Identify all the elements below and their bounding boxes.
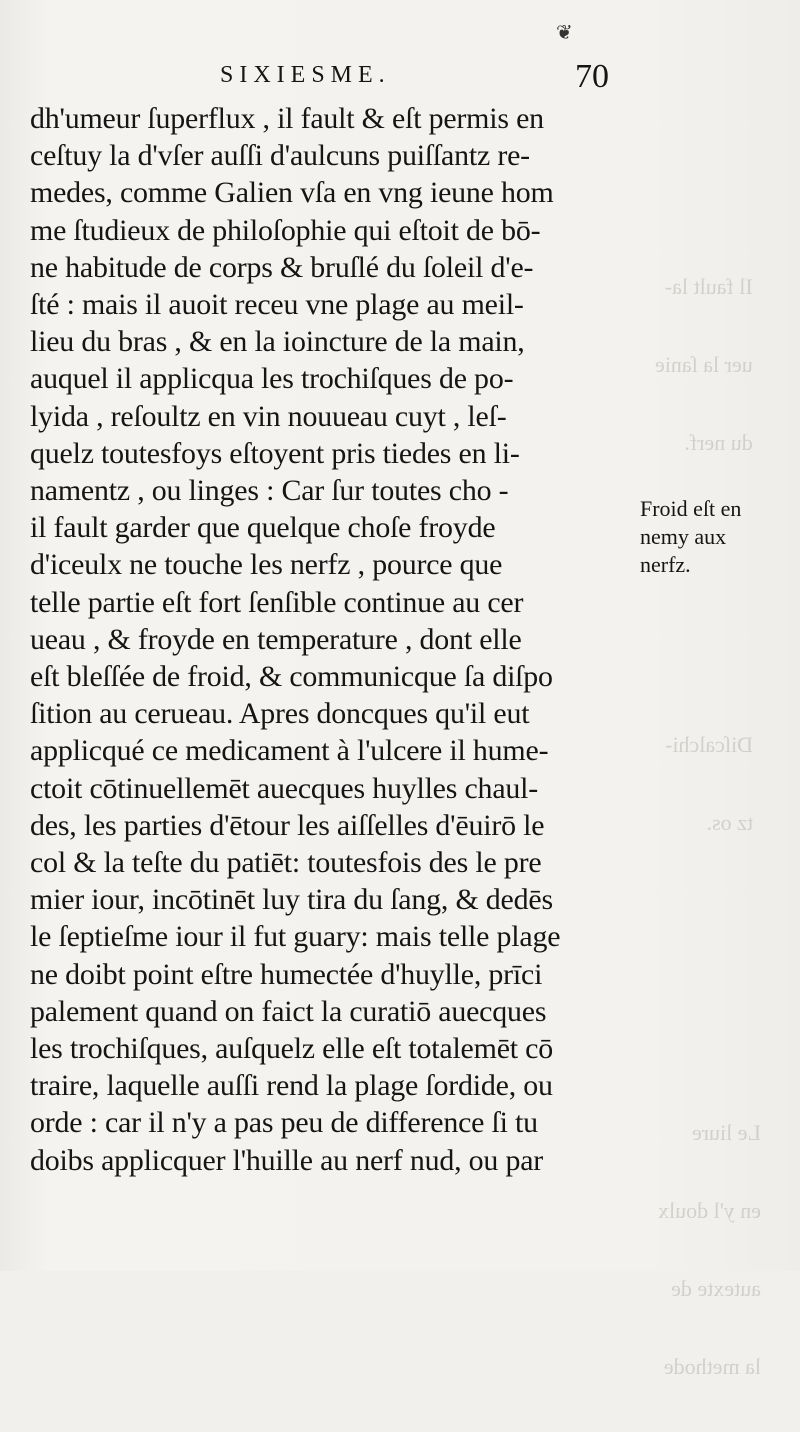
- bleed-line: du nerf.: [684, 430, 753, 455]
- marginal-note: [640, 495, 741, 579]
- text-line: dh'umeur ſuperflux , il fault & eſt permis en: [30, 102, 544, 135]
- text-line: me ſtudieux de philoſophie qui eſtoit de bō-: [30, 213, 541, 247]
- page-number: 70: [575, 58, 609, 95]
- bleed-line: uer la ſanie: [655, 352, 753, 377]
- text-line: traire, laquelle auſſi rend la plage ſordide, ou: [30, 1069, 553, 1103]
- margin-note-line: nemy aux: [640, 524, 727, 549]
- text-line: ctoit cōtinuellemēt auecques huylles chaul-: [30, 771, 539, 805]
- text-line: mier iour, incōtinēt luy tira du ſang, & dedēs: [30, 883, 553, 917]
- bleed-line: Le liure: [691, 1120, 761, 1145]
- bleed-line: autexte de: [671, 1276, 761, 1301]
- text-line: col & la teſte du patiēt: toutesfois des le pre: [30, 846, 542, 880]
- text-line: medes, comme Galien vſa en vng ieune hom: [30, 176, 554, 210]
- text-line: lyida , reſoultz en vin nouueau cuyt , leſ-: [30, 399, 507, 433]
- fleuron-ornament: ❦: [556, 20, 573, 44]
- text-line: palement quand on faict la curatiō auecques: [30, 994, 547, 1028]
- bleed-line: Il fault la-: [664, 274, 753, 299]
- bleed-through-note-1: [655, 222, 753, 508]
- text-line: ceſtuy la d'vſer auſſi d'aulcuns puiſſantz re-: [30, 139, 530, 173]
- text-line: applicqué ce medicament à l'ulcere il hume-: [30, 734, 549, 768]
- text-line: le ſeptieſme iour il fut guary: mais telle plage: [30, 920, 561, 954]
- text-line: telle partie eſt fort ſenſible continue au cer: [30, 585, 524, 619]
- text-line: orde : car il n'y a pas peu de difference ſi tu: [30, 1106, 538, 1140]
- text-line: ſté : mais il auoit receu vne plage au meil-: [30, 288, 524, 322]
- text-line: des, les parties d'ētour les aiſſelles d'ēuirō le: [30, 808, 545, 842]
- margin-note-line: nerfz.: [640, 552, 691, 577]
- bleed-line: la methode: [663, 1354, 761, 1379]
- running-head: SIXIESME.: [220, 62, 391, 88]
- text-line: ne doibt point eſtre humectée d'huylle, prīci: [30, 957, 543, 991]
- text-line: lieu du bras , & en la ioincture de la main,: [30, 325, 525, 359]
- bleed-through-note-2: [665, 680, 753, 888]
- text-line: ueau , & froyde en temperature , dont elle: [30, 622, 522, 656]
- text-line: il fault garder que quelque choſe froyde: [30, 511, 496, 545]
- body-text: [30, 100, 640, 1179]
- text-line: auquel il applicqua les trochiſques de po-: [30, 362, 514, 396]
- margin-note-line: Froid eſt en: [640, 496, 742, 521]
- bleed-line: tz os.: [706, 810, 753, 835]
- text-line: les trochiſques, auſquelz elle eſt totalemēt cō: [30, 1032, 554, 1066]
- text-line: ſition au cerueau. Apres doncques qu'il eut: [30, 697, 530, 731]
- bleed-through-note-3: [658, 1068, 761, 1432]
- bleed-line: Diſcalchi-: [665, 732, 753, 757]
- text-line: doibs applicquer l'huille au nerf nud, ou par: [30, 1143, 544, 1177]
- text-line: d'iceulx ne touche les nerfz , pource que: [30, 548, 503, 582]
- text-line: eſt bleſſée de froid, & communicque ſa diſpo: [30, 660, 553, 694]
- bleed-line: en y'l doulx: [658, 1198, 761, 1223]
- text-line: namentz , ou linges : Car ſur toutes cho -: [30, 474, 509, 508]
- text-line: quelz toutesfoys eſtoyent pris tiedes en li-: [30, 436, 520, 470]
- text-line: ne habitude de corps & bruſlé du ſoleil d'e-: [30, 250, 534, 284]
